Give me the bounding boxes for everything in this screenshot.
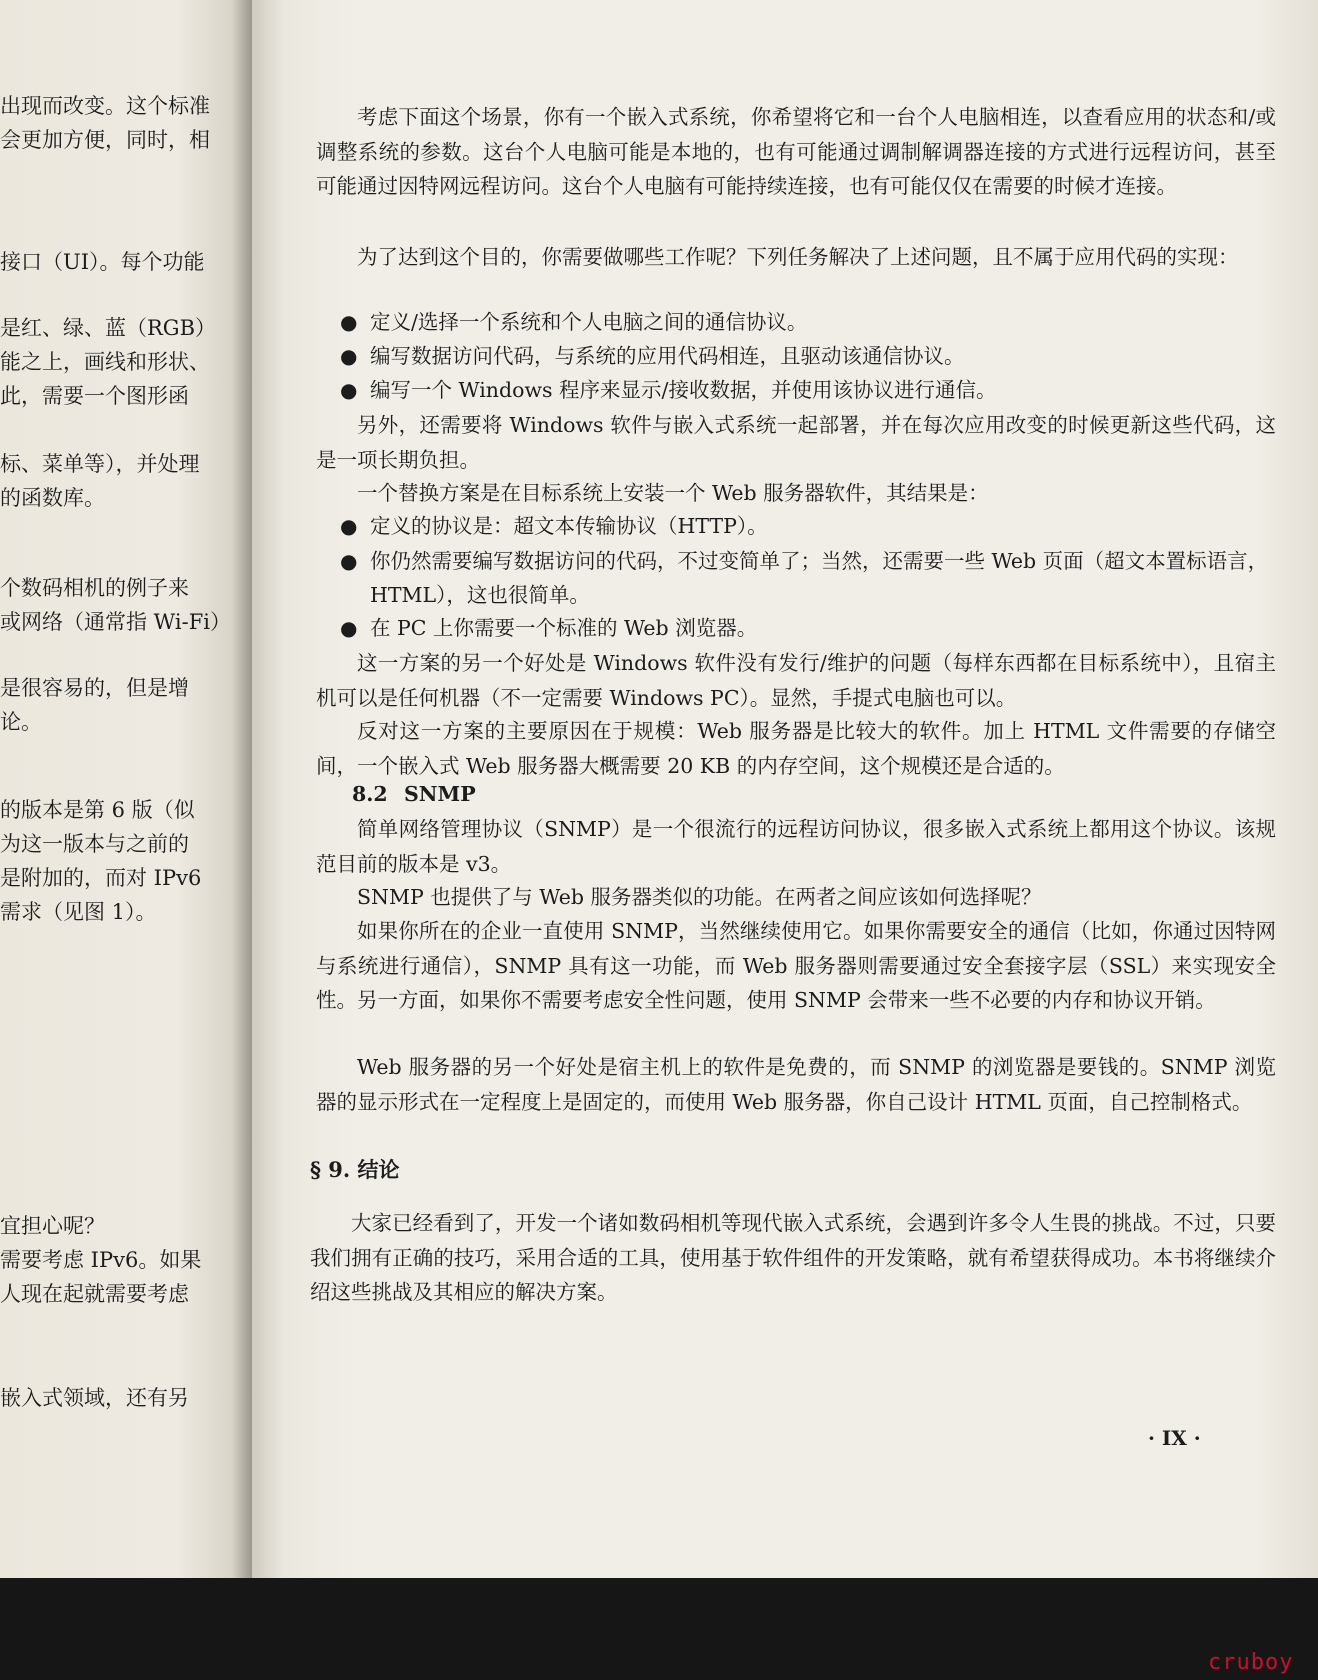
left-line: 的版本是第 6 版（似 <box>0 798 195 822</box>
left-line: 的函数库。 <box>0 486 105 510</box>
bullet-item: ● 你仍然需要编写数据访问的代码，不过变简单了；当然，还需要一些 Web 页面（超文本置标语言，HTML），这也很简单。 <box>340 544 1276 612</box>
bullet-dot-icon: ● <box>340 344 358 368</box>
body-paragraph: SNMP 也提供了与 Web 服务器类似的功能。在两者之间应该如何选择呢？ <box>357 885 1042 909</box>
bullet-item: ● 定义/选择一个系统和个人电脑之间的通信协议。 <box>340 306 1276 339</box>
left-page-fragment <box>0 0 252 1578</box>
left-line: 是红、绿、蓝（RGB） <box>0 316 217 340</box>
bullet-dot-icon: ● <box>340 616 358 640</box>
bullet-dot-icon: ● <box>340 514 358 538</box>
body-paragraph: Web 服务器的另一个好处是宿主机上的软件是免费的，而 SNMP 的浏览器是要钱的。SNMP 浏览器的显示形式在一定程度上是固定的，而使用 Web 服务器，你自己设计 HTML 页面，自己控制格式。 <box>316 1055 1276 1114</box>
body-paragraph: 简单网络管理协议（SNMP）是一个很流行的远程访问协议，很多嵌入式系统上都用这个协议。该规范目前的版本是 v3。 <box>316 817 1276 876</box>
bullet-item: ● 在 PC 上你需要一个标准的 Web 浏览器。 <box>340 612 1276 645</box>
watermark: cruboy <box>1208 1650 1294 1675</box>
left-line: 出现而改变。这个标准 <box>0 94 210 118</box>
left-line: 需求（见图 1）。 <box>0 900 157 924</box>
body-paragraph: 一个替换方案是在目标系统上安装一个 Web 服务器软件，其结果是： <box>357 481 989 505</box>
bullet-item: ● 编写一个 Windows 程序来显示/接收数据，并使用该协议进行通信。 <box>340 374 1276 407</box>
bullet-item: ● 定义的协议是：超文本传输协议（HTTP）。 <box>340 510 1276 543</box>
body-paragraph: 大家已经看到了，开发一个诸如数码相机等现代嵌入式系统，会遇到许多令人生畏的挑战。不过，只要我们拥有正确的技巧，采用合适的工具，使用基于软件组件的开发策略，就有希望获得成功。本书将继续介绍这些挑战及其相应的解决方案。 <box>310 1211 1276 1304</box>
section-heading-snmp: 8.2 SNMP <box>352 782 476 806</box>
left-line: 论。 <box>0 710 42 734</box>
left-line: 嵌入式领域，还有另 <box>0 1386 189 1410</box>
body-paragraph: 这一方案的另一个好处是 Windows 软件没有发行/维护的问题（每样东西都在目标系统中），且宿主机可以是任何机器（不一定需要 Windows PC）。显然，手提式电脑也可以。 <box>316 651 1276 710</box>
bullet-item: ● 编写数据访问代码，与系统的应用代码相连，且驱动该通信协议。 <box>340 340 1276 373</box>
page-number: · IX · <box>1148 1426 1201 1450</box>
left-line: 个数码相机的例子来 <box>0 576 189 600</box>
body-paragraph: 考虑下面这个场景，你有一个嵌入式系统，你希望将它和一台个人电脑相连，以查看应用的状态和/或调整系统的参数。这台个人电脑可能是本地的，也有可能通过调制解调器连接的方式进行远程访问，甚至可能通过因特网远程访问。这台个人电脑有可能持续连接，也有可能仅仅在需要的时候才连接。 <box>316 105 1276 198</box>
left-line: 此，需要一个图形函 <box>0 384 189 408</box>
body-paragraph: 另外，还需要将 Windows 软件与嵌入式系统一起部署，并在每次应用改变的时候更新这些代码，这是一项长期负担。 <box>316 413 1276 472</box>
left-line: 需要考虑 IPv6。如果 <box>0 1248 202 1272</box>
left-line: 人现在起就需要考虑 <box>0 1282 189 1306</box>
bullet-dot-icon: ● <box>340 549 358 573</box>
section-heading-conclusion: § 9. 结论 <box>310 1157 400 1182</box>
left-line: 或网络（通常指 Wi-Fi） <box>0 610 231 634</box>
body-paragraph: 如果你所在的企业一直使用 SNMP，当然继续使用它。如果你需要安全的通信（比如，你通过因特网与系统进行通信），SNMP 具有这一功能，而 Web 服务器则需要通过安全套接字层（SSL）来实现安全性。另一方面，如果你不需要考虑安全性问题，使用 SNMP 会带来一些不必要的内存和协议开销。 <box>316 919 1276 1012</box>
body-paragraph: 为了达到这个目的，你需要做哪些工作呢？下列任务解决了上述问题，且不属于应用代码的实现： <box>357 245 1239 269</box>
left-line: 会更加方便，同时，相 <box>0 128 210 152</box>
left-line: 接口（UI）。每个功能 <box>0 250 205 274</box>
left-line: 标、菜单等），并处理 <box>0 452 200 476</box>
left-line: 是附加的，而对 IPv6 <box>0 866 202 890</box>
bullet-dot-icon: ● <box>340 378 358 402</box>
right-page <box>252 0 1318 1578</box>
left-line: 能之上，画线和形状、 <box>0 350 210 374</box>
scan-border <box>0 1578 1318 1680</box>
left-line: 为这一版本与之前的 <box>0 832 189 856</box>
left-line: 宜担心呢？ <box>0 1214 105 1238</box>
body-paragraph: 反对这一方案的主要原因在于规模：Web 服务器是比较大的软件。加上 HTML 文件需要的存储空间，一个嵌入式 Web 服务器大概需要 20 KB 的内存空间，这个规模还是合适的。 <box>316 719 1276 778</box>
bullet-dot-icon: ● <box>340 310 358 334</box>
left-line: 是很容易的，但是增 <box>0 676 189 700</box>
